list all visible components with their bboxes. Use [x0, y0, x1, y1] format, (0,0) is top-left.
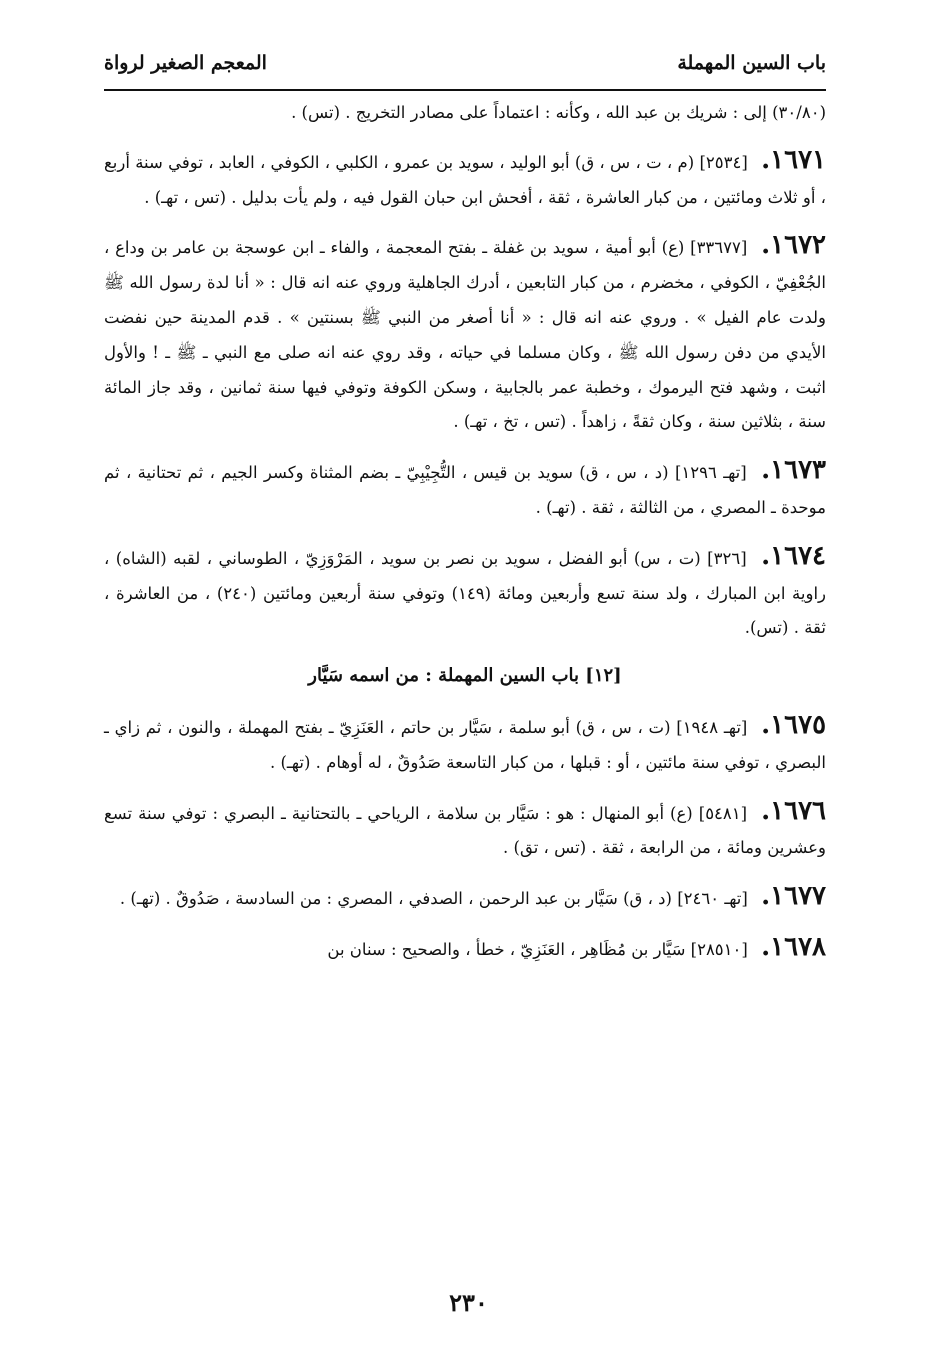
header-divider [104, 89, 826, 91]
entry-text: [٢٨٥١٠] سَيَّار بن مُظَاهِر ، العَنَزِيّ ، خطأ ، والصحيح : سنان بن [327, 939, 748, 959]
entry-text: [٢٥٣٤] (م ، ت ، س ، ق) أبو الوليد ، سويد بن عمرو ، الكلبي ، الكوفي ، العابد ، توفي سنة أربع ، أو ثلاث ومائتين ، من كبار العاشرة ، ثقة ، أفحش ابن حبان القول فيه ، ولم يأت بدليل . (تس ، تهـ) . [104, 152, 826, 207]
entry-text: [٣٢٦] (ت ، س) أبو الفضل ، سويد بن نصر بن سويد ، المَرْوَزِيّ ، الطوساني ، لقبه (الشاه) ، راوية ابن المبارك ، ولد سنة تسع وأربعين ومائة (١٤٩) وتوفي سنة أربعين ومائتين (٢٤٠) ، من العاشرة ، ثقة . (تس). [104, 548, 827, 638]
section-heading: [١٢] باب السين المهملة : من اسمه سَيَّار [308, 665, 622, 687]
entry-number: ١٦٧٨. [761, 931, 826, 962]
entry-number: ١٦٧٤. [761, 540, 827, 571]
entry-number: ١٦٧٧. [761, 881, 826, 912]
entry-1674 [104, 539, 826, 646]
entry-text: [تهـ ١٢٩٦] (د ، س ، ق) سويد بن قيس ، التُّجِيْبِيّ ـ بضم المثناة وكسر الجيم ، ثم تحتانية ، ثم موحدة ـ المصري ، من الثالثة ، ثقة . (تهـ) . [104, 463, 826, 517]
running-header [104, 38, 826, 88]
entry-text: [٥٤٨١] (ع) أبو المنهال : هو : سَيَّار بن سلامة ، الرياحي ـ بالتحتانية ـ البصري : توفي سنة تسع وعشرين ومائة ، من الرابعة ، ثقة . (تس ، تق) . [104, 803, 826, 858]
header-chapter-title: باب السين المهملة [677, 52, 826, 74]
entry-text: [٣٣٦٧٧] (ع) أبو أمية ، سويد بن غفلة ـ بفتح المعجمة ، والفاء ـ ابن عوسجة بن عامر بن وداع ، الجُعْفِيّ ، الكوفي ، مخضرم ، من كبار التابعين ، أدرك الجاهلية وروي عنه انه قال : « أنا لدة رسول الله ﷺ ولدت عام الفيل » . وروي عنه انه قال : « أنا أصغر من النبي ﷺ بسنتين » . قدم المدينة حين نفضت الأيدي من دفن رسول الله ﷺ ، وكان مسلما في حياته ، وقد روي عنه انه صلى مع النبي ـ ﷺ ـ ! والأول اثبت ، وشهد فتح اليرموك ، وخطبة عمر بالجابية ، وسكن الكوفة وتوفي فيها سنة ثمانين ، وقد جاز المائة سنة ، بثلاثين سنة ، وكان ثقةً ، زاهداً . (تس ، تخ ، تهـ) . [104, 238, 826, 432]
entry-1677 [104, 879, 826, 917]
entry-1675 [104, 708, 826, 781]
entry-number: ١٦٧٢. [761, 230, 826, 261]
entry-text: [تهـ ٢٤٦٠] (د ، ق) سَيَّار بن عبد الرحمن ، الصدفي ، المصري : من السادسة ، صَدُوقٌ . (تهـ) . [119, 889, 748, 909]
entry-1673 [104, 453, 826, 526]
entry-number: ١٦٧١. [761, 144, 826, 175]
entry-text: [تهـ ١٩٤٨] (ت ، س ، ق) أبو سلمة ، سَيَّار بن حاتم ، العَنَزِيّ ـ بفتح المهملة ، والنون ، ثم زاي ـ البصري ، توفي سنة مائتين ، أو : قبلها ، من كبار التاسعة صَدُوقٌ ، له أوهام . (تهـ) . [104, 717, 826, 772]
continuation-paragraph: (٣٠/٨٠) إلى : شريك بن عبد الله ، وكأنه : اعتماداً على مصادر التخريج . (تس) . [291, 103, 826, 122]
entry-number: ١٦٧٣. [761, 455, 826, 486]
entry-1676 [104, 794, 826, 867]
page-number: ٢٣٠ [449, 1288, 488, 1317]
entry-number: ١٦٧٥. [761, 709, 827, 740]
entry-1678 [104, 930, 826, 968]
entry-1671 [104, 143, 826, 216]
page-body [104, 96, 826, 981]
entry-number: ١٦٧٦. [761, 795, 826, 826]
header-book-title: المعجم الصغير لرواة [104, 52, 267, 74]
entry-1672 [104, 228, 826, 440]
